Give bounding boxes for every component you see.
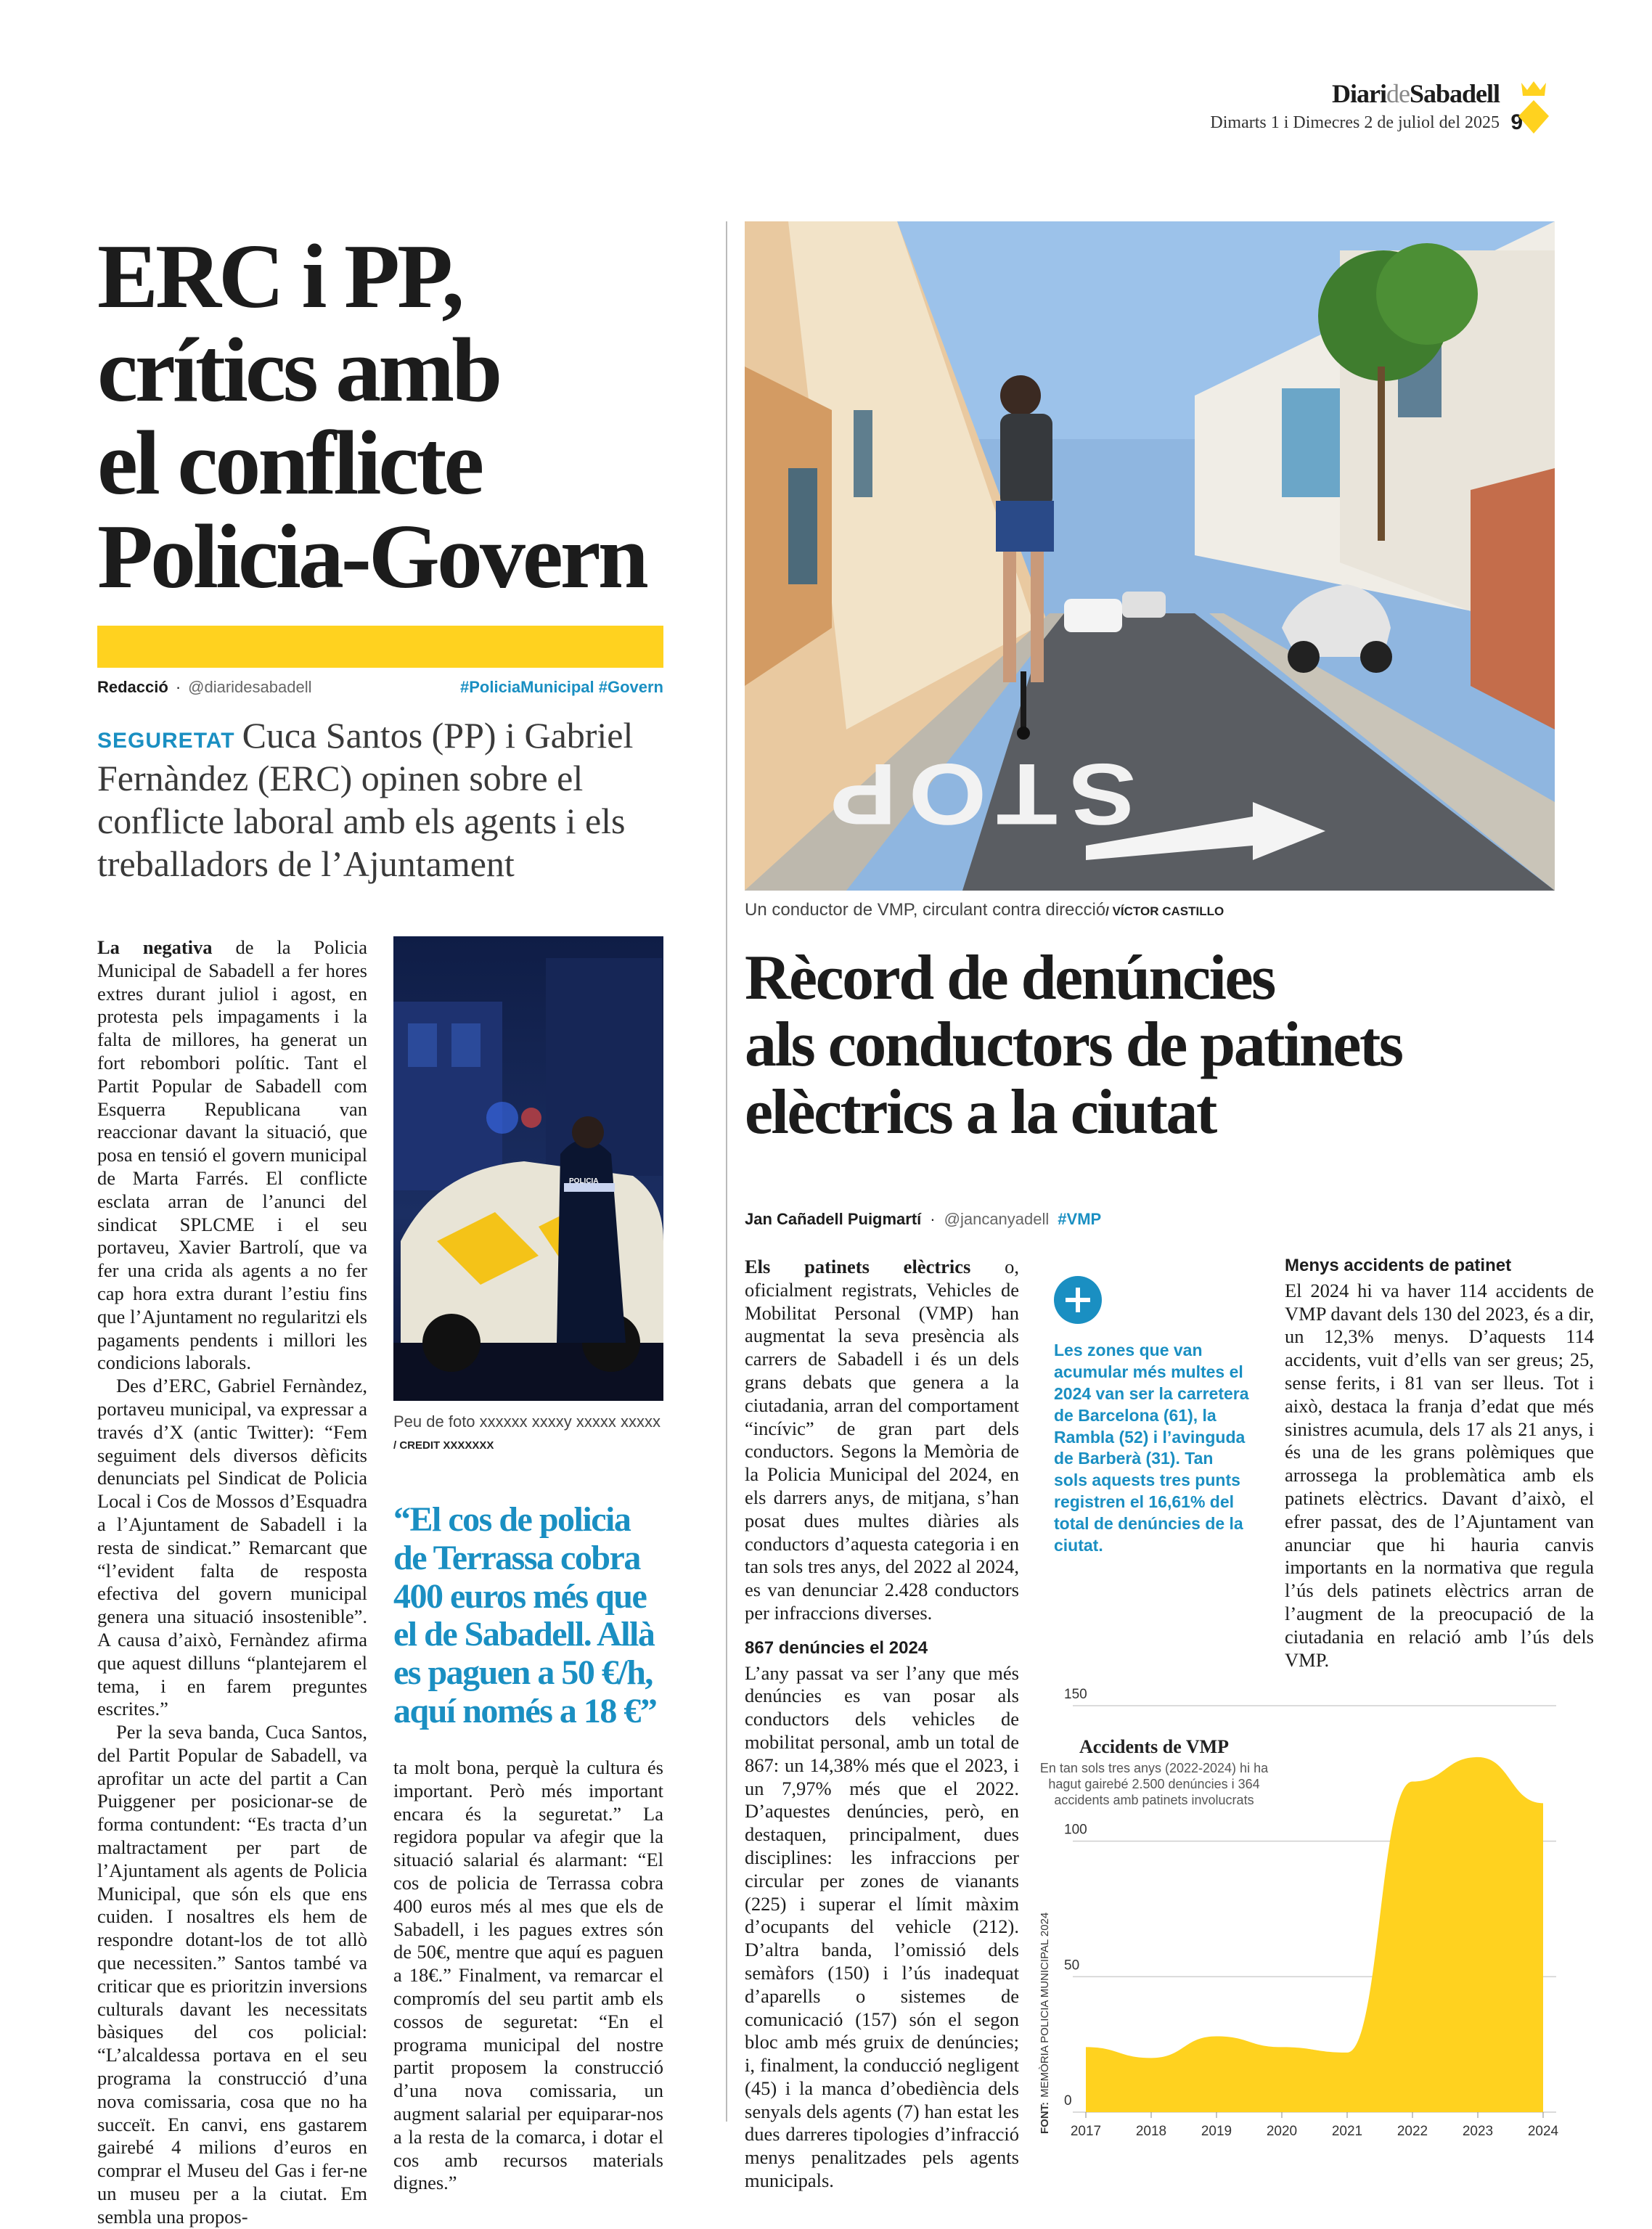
chart-xtick-label: 2017: [1070, 2124, 1102, 2139]
masthead-brand: DiarideSabadell: [1331, 79, 1500, 108]
section-kicker: SEGURETAT: [97, 729, 235, 753]
article2-column-1: [745, 1256, 1019, 2192]
chart-xtick-label: 2022: [1397, 2124, 1428, 2139]
page-number: 9: [1510, 110, 1523, 134]
chart-xtick-label: 2018: [1135, 2124, 1167, 2139]
paragraph: Per la seva banda, Cuca Santos, del Partit Popular de Sabadell, va aprofitar un acte del partit a Can Puiggener per posicionar-se de forma contundent: “Es tracta d’un maltractament per part de l’Ajuntament als agents de Policia Municipal, que són els que ens cuiden. I nosaltres els hem de respondre dotant-los de tot allò que necessiten.” Santos també va criticar que es prioritzin inversions culturals davant les necessitats bàsiques del cos policial: “L’alcaldessa portava en el seu programa la construcció d’una nova comissaria, cosa que no ha succeït. En canvi, ens gastarem gairebé 4 milions d’euros en comprar el Museu del Gas i fer-ne un museu per a la ciutat. Em sembla una propos-: [97, 1721, 367, 2228]
chart-xtick-label: 2021: [1331, 2124, 1363, 2139]
lead-in: Els patinets elèctrics: [745, 1256, 971, 1277]
headline-line: ERC i PP,: [97, 226, 462, 327]
paragraph: Des d’ERC, Gabriel Fernàndez, portaveu municipal, va expressar a través d’X (antic Twitter): “Fem seguiment dels diversos dèficits denunciats pel Sindicat de Policia Local i Cos de Mossos d’Esquadra a l’Ajuntament de Sabadell i la resta de sindicat.” Remarcant que “l’evident falta de resposta efectiva del govern municipal genera una situació insostenible”. A causa d’això, Fernàndez afirma que aquest dilluns “plantejarem el tema, i en farem preguntes escrites.”: [97, 1375, 367, 1720]
article1-byline: [97, 678, 663, 697]
chart-subtitle-line: accidents amb patinets involucrats: [1054, 1793, 1254, 1807]
road-marking-text: STOP: [818, 745, 1137, 843]
headline-line: el conflicte: [97, 413, 482, 515]
byline-separator: ·: [930, 1210, 936, 1228]
byline-handle[interactable]: @diaridesabadell: [188, 678, 312, 696]
chart-source: FONT:MEMÒRIA POLICIA MUNICIPAL 2024: [1039, 1912, 1051, 2134]
headline-line: elèctrics a la ciutat: [745, 1076, 1216, 1148]
chart-xtick-label: 2019: [1201, 2124, 1232, 2139]
police-photo: [393, 936, 663, 1401]
callout-box: Les zones que van acumular més multes el 2024 van ser la carretera de Barcelona (61), la Rambla (52) i l’avinguda de Barberà (31). Tan sols aquests tres punts registren el 16,61% del total de denúncies de la ciutat.: [1054, 1341, 1249, 1555]
headline-line: crítics amb: [97, 319, 500, 421]
paragraph: de la Policia Municipal de Sabadell a fer hores extres durant juliol i agost, en protesta pels impagaments i la falta de millores, ha generat un fort rebombori polític. Tant el Partit Popular de Sabadell com Esquerra Republicana van reaccionar davant la situació, que posa en tensió el govern municipal de Marta Farrés. El conflicte esclata arran de l’anunci del sindicat SPLCME i el seu portaveu, Xavier Bartrolí, que va fer una crida als agents a no fer cap hora extra durant l’estiu fins que l’Ajuntament no regularitzi els pagaments pendents i millori les condicions laborals.: [97, 936, 367, 1374]
article1-intro: [97, 714, 663, 886]
column-divider: [726, 221, 727, 2122]
police-vest-label: POLICIA: [569, 1177, 599, 1185]
byline-tag[interactable]: #VMP: [1058, 1210, 1102, 1228]
caption-credit: / CREDIT XXXXXXX: [393, 1439, 494, 1452]
chart-ytick-label: 50: [1064, 1958, 1080, 1974]
paragraph: L’any passat va ser l’any que més denúncies es van posar als conductors dels vehicles de mobilitat personal, amb un total de 867: un 14,38% més que el 2023, i un 7,97% més que el 2022. D’aquestes denúncies, però, en destaquen, principalment, dues disciplines: les infraccions per circular per zones de vianants (225) i superar el límit màxim d’ocupants del vehicle (212). D’altra banda, l’omissió dels semàfors (150) i l’ús inadequat d’aparells o sistemes de comunicació (157) són el segon bloc amb més gruix de denúncies; i, finalment, la conducció negligent (45) i la manca d’obediència dels senyals dels agents (7) han estat les dues darreres tipologies d’infracció menys penalitzades pels agents municipals.: [745, 1661, 1019, 2192]
intro-text: Cuca Santos (PP) i Gabriel Fernàndez (ERC) opinen sobre el conflicte laboral amb els agents i els treballadors de l’Ajuntament: [97, 715, 634, 884]
subhead: 867 denúncies el 2024: [745, 1637, 928, 1658]
chart-xtick-label: 2020: [1266, 2124, 1298, 2139]
chart-subtitle-line: hagut gairebé 2.500 denúncies i 364: [1048, 1777, 1260, 1791]
subhead: Menys accidents de patinet: [1285, 1256, 1512, 1275]
article2-headline: [745, 945, 1572, 1146]
chart-ytick-label: 100: [1064, 1822, 1087, 1838]
paragraph: El 2024 hi va haver 114 accidents de VMP davant dels 130 del 2023, és a dir, un 12,3% menys. D’aquests 114 accidents, vuit d’ells van ser greus; 25, sense ferits, i 81 van ser lleus. Tot i això, destaca la franja d’edat que més sinistres acumula, dels 17 als 21 anys, i és una de les grans polèmiques que arrossega la problemàtica amb els patinets elèctrics. Davant d’això, el efrer passat, des de l’Ajuntament van anunciar que hi hauria canvis importants en la normativa que regula l’ús dels patinets elèctrics arran de l’augment de la preocupació de la ciutadania en relació amb l’ús dels VMP.: [1285, 1279, 1594, 1671]
police-photo-caption: [393, 1411, 663, 1454]
headline-line: als conductors de patinets: [745, 1010, 1402, 1081]
article1-headline: [97, 226, 678, 608]
article2-column-3: [1285, 1256, 1594, 1677]
masthead-date: Dimarts 1 i Dimecres 2 de juliol del 2025: [1210, 113, 1500, 132]
caption-credit: / VÍCTOR CASTILLO: [1105, 904, 1224, 918]
chart-xtick-label: 2024: [1527, 2124, 1559, 2139]
caption-text: Peu de foto xxxxxx xxxxy xxxxx xxxxx: [393, 1412, 661, 1431]
chart-ytick-label: 0: [1064, 2093, 1072, 2109]
paragraph: o, oficialment registrats, Vehicles de Mobilitat Personal (VMP) han augmentat la seva presència als carrers de Sabadell i és un dels grans debats que genera a la ciutadania, arran del comportament “incívic” de gran part dels conductors. Segons la Memòria de la Policia Municipal del 2024, en els darrers anys, de mitjana, s’han posat dues multes diàries als conductors d’aquesta categoria i en tan sols tres anys, del 2022 al 2024, es van denunciar 2.428 conductors per infraccions diverses.: [745, 1256, 1019, 1624]
byline-handle[interactable]: @jancanyadell: [944, 1210, 1050, 1228]
accidents-chart: [1034, 1687, 1569, 2141]
pull-quote: “El cos de policia de Terrassa cobra 400 euros més que el de Sabadell. Allà es paguen a 50 €/h, aquí només a 18 €”: [393, 1500, 657, 1730]
article1-column-2: [393, 1756, 663, 2194]
chart-ytick-label: 150: [1064, 1687, 1087, 1702]
byline-author: Jan Cañadell Puigmartí: [745, 1210, 922, 1228]
caption-text: Un conductor de VMP, circulant contra direcció: [745, 900, 1106, 920]
plus-icon: [1054, 1276, 1102, 1324]
byline-separator: ·: [175, 678, 181, 696]
headline-accent-bar: [97, 626, 663, 668]
chart-xtick-label: 2023: [1462, 2124, 1494, 2139]
headline-line: Rècord de denúncies: [745, 943, 1275, 1013]
chart-area-series: [1086, 1757, 1543, 2112]
byline-author: Redacció: [97, 678, 168, 696]
article2-byline: [745, 1210, 1101, 1229]
chart-subtitle-line: En tan sols tres anys (2022-2024) hi ha: [1039, 1761, 1269, 1775]
city-crest-icon: [1517, 78, 1550, 136]
article1-column-1: [97, 936, 367, 2228]
byline-tags[interactable]: #PoliciaMunicipal #Govern: [460, 678, 663, 696]
chart-title: Accidents de VMP: [1079, 1736, 1230, 1757]
scooter-photo: [745, 221, 1555, 891]
paragraph: ta molt bona, perquè la cultura és important. Però més important encara és la seguretat.” La regidora popular va afegir que la situació salarial és alarmant: “El cos de policia de Terrassa cobra 400 euros més al mes que els de Sabadell, i les pagues extres són de 50€, mentre que aquí es paguen a 18€.” Finalment, va remarcar el compromís del seu partit amb els cossos de seguretat: “En el programa municipal del nostre partit proposem la construcció d’una nova comissaria, un augment salarial per equiparar-nos a la resta de la comarca, i dotar el cos amb recursos materials dignes.”: [393, 1756, 663, 2194]
headline-line: Policia-Govern: [97, 506, 646, 608]
scooter-photo-caption: [745, 900, 1224, 920]
lead-in: La negativa: [97, 936, 213, 958]
